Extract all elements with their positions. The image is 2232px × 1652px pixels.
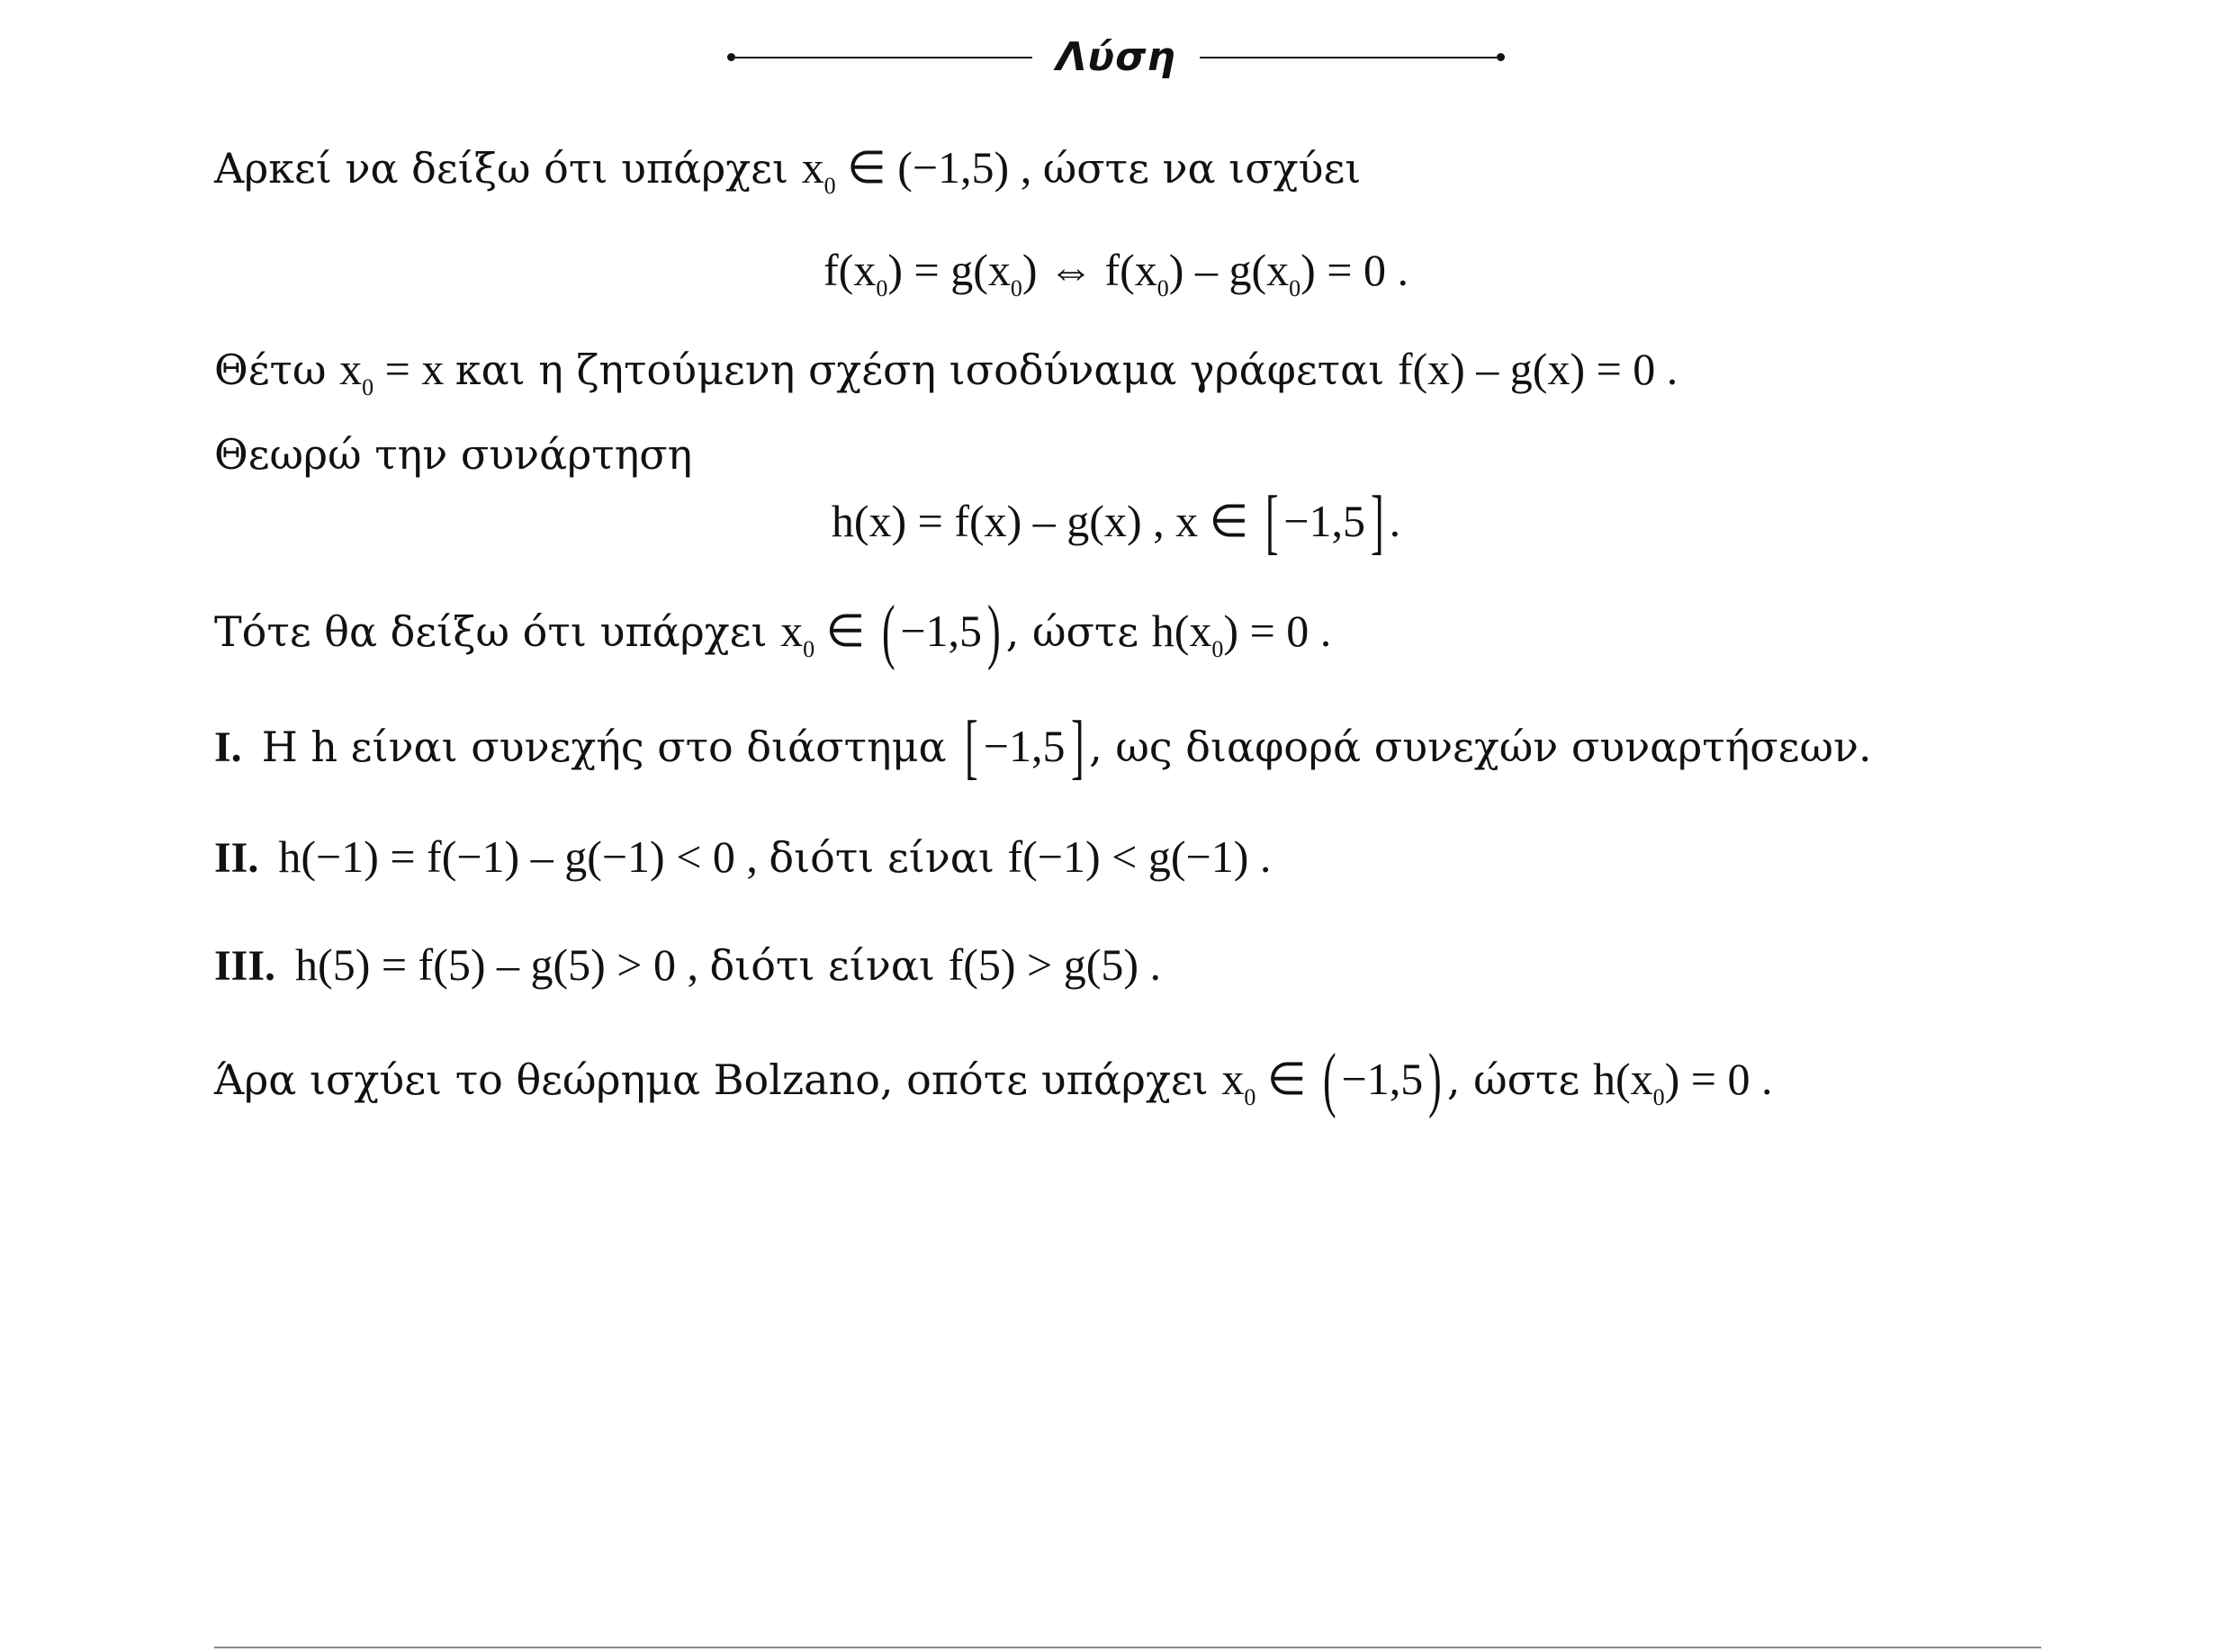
right-rule (1200, 53, 1505, 61)
math-x: x (801, 142, 824, 193)
eq2-part-a: h(x) = f(x) – g(x) , x ∈ (831, 496, 1260, 546)
item-3-text-b: διότι είναι (709, 941, 949, 990)
eq1-part-b: ) = g(x (887, 245, 1011, 295)
eq2-right-bracket: ] (1370, 482, 1384, 561)
left-rule-line (735, 57, 1032, 58)
goal-subscript-2: 0 (1211, 636, 1224, 662)
goal-math-in: ∈ (814, 606, 877, 656)
goal-right-paren: ) (987, 592, 1001, 671)
eq1-sub-4: 0 (1289, 275, 1301, 301)
bottom-divider (214, 1647, 2041, 1648)
item-2-label: II. (214, 834, 259, 882)
equation-2 (0, 482, 2232, 561)
paragraph-consider: Θεωρώ την συνάρτηση (214, 430, 693, 479)
subst-subscript: 0 (362, 374, 374, 400)
conclusion-text-a: Άρα ισχύει το θεώρημα Bolzano, οπότε υπάρχει (214, 1055, 1222, 1104)
paragraph-conclusion (214, 1040, 1773, 1119)
eq2-interval: −1,5 (1283, 496, 1365, 546)
item-left-endpoint (214, 830, 1271, 884)
right-rule-line (1200, 57, 1497, 58)
conclusion-subscript-2: 0 (1652, 1084, 1665, 1110)
item-3-label: III. (214, 942, 276, 990)
eq1-part-e: ) = 0 . (1300, 245, 1408, 295)
goal-subscript: 0 (803, 636, 815, 662)
conclusion-math-in: ∈ (1256, 1054, 1318, 1104)
math-subscript: 0 (824, 173, 836, 199)
intro-text: Αρκεί να δείξω ότι υπάρχει (214, 144, 802, 193)
goal-text-b: , ώστε (1005, 607, 1152, 656)
goal-text-a: Τότε θα δείξω ότι υπάρχει (214, 607, 781, 656)
conclusion-right-paren: ) (1428, 1040, 1442, 1119)
subst-math-eq: = x (374, 344, 455, 394)
item-1-left-bracket: [ (965, 707, 978, 786)
goal-math-x: x (780, 606, 804, 656)
right-rule-dot (1497, 53, 1505, 61)
item-3-math-a: h(5) = f(5) – g(5) > 0 , (295, 939, 710, 990)
eq1-sub-1: 0 (876, 275, 888, 301)
conclusion-math-x: x (1221, 1054, 1245, 1104)
left-rule-dot (727, 53, 735, 61)
item-3-math-c: f(5) > g(5) . (948, 939, 1162, 990)
heading-title: Λύση (1056, 34, 1176, 80)
conclusion-subscript: 0 (1244, 1084, 1256, 1110)
intro-tail: ώστε να ισχύει (1042, 144, 1362, 193)
item-1-interval: −1,5 (983, 721, 1066, 771)
subst-text-a: Θέτω (214, 346, 340, 394)
subst-math-d: f(x) – g(x) = 0 . (1397, 344, 1678, 394)
item-1-right-bracket: ] (1070, 707, 1084, 786)
item-1-text-a: Η h είναι συνεχής στο διάστημα (261, 723, 960, 771)
paragraph-substitution (214, 342, 1678, 401)
conclusion-math-d: ) = 0 . (1664, 1054, 1773, 1104)
subst-text-c: και η ζητούμενη σχέση ισοδύναμα γράφεται (454, 346, 1398, 394)
eq2-left-bracket: [ (1264, 482, 1279, 561)
eq1-part-a: f(x (824, 245, 877, 295)
item-1-text-b: , ως διαφορά συνεχών συναρτήσεων. (1089, 723, 1872, 771)
goal-math-d: ) = 0 . (1223, 606, 1332, 656)
subst-math-x: x (339, 344, 363, 394)
item-1-label: I. (214, 723, 242, 771)
item-right-endpoint (214, 938, 1161, 992)
solution-heading (0, 34, 2232, 80)
item-2-math-c: f(−1) < g(−1) . (1007, 831, 1272, 882)
math-interval: ∈ (−1,5) , (835, 142, 1043, 193)
eq2-end: . (1389, 496, 1401, 546)
eq1-sub-2: 0 (1010, 275, 1022, 301)
equation-1 (0, 243, 2232, 302)
goal-interval: −1,5 (900, 606, 983, 656)
conclusion-text-b: , ώστε (1446, 1055, 1593, 1104)
goal-math-c: h(x (1151, 606, 1212, 656)
paragraph-goal (214, 592, 1332, 671)
conclusion-interval: −1,5 (1341, 1054, 1424, 1104)
eq1-part-c: ) ⇔ f(x (1022, 245, 1157, 295)
goal-left-paren: ( (881, 592, 896, 671)
left-rule (727, 53, 1032, 61)
conclusion-math-c: h(x (1592, 1054, 1653, 1104)
item-continuity (214, 707, 1872, 786)
eq1-sub-3: 0 (1156, 275, 1169, 301)
item-2-text-b: διότι είναι (769, 833, 1008, 882)
paragraph-intro (214, 140, 1361, 200)
item-2-math-a: h(−1) = f(−1) – g(−1) < 0 , (278, 831, 770, 882)
eq1-part-d: ) – g(x (1168, 245, 1290, 295)
conclusion-left-paren: ( (1322, 1040, 1336, 1119)
